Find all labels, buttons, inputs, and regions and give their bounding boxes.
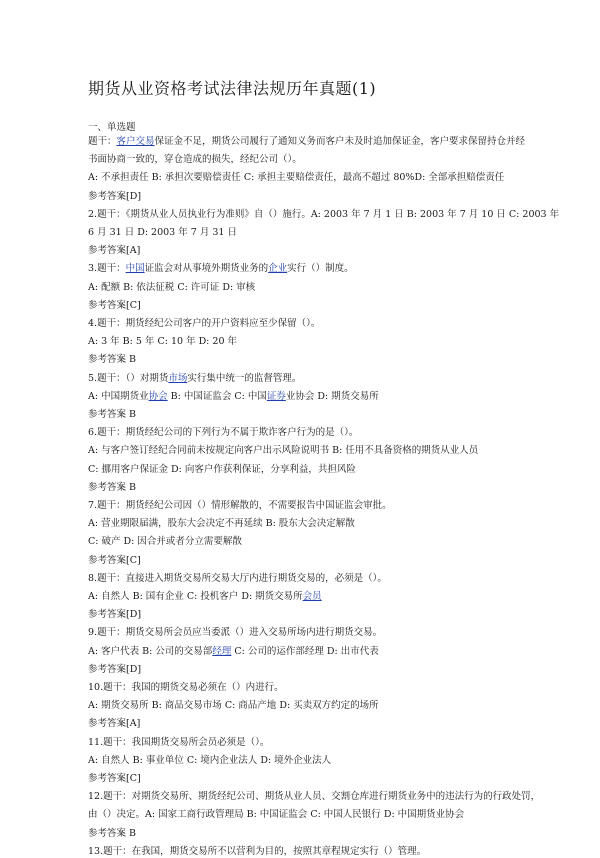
text-line: A: 客户代表 B: 公司的交易部经理 C: 公司的运作部经理 D: 出市代表 [88, 645, 379, 657]
text-line: 5.题干：（）对期货市场实行集中统一的监督管理。 [88, 372, 302, 384]
text-line: 书面协商一致的，穿仓造成的损失，经纪公司（）。 [88, 154, 302, 166]
text-line: 参考答案[C] [88, 299, 141, 311]
hyperlink[interactable]: 客户交易 [116, 136, 155, 147]
text-line: 6 月 31 日 D: 2003 年 7 月 31 日 [88, 227, 237, 238]
text-line: 参考答案 B [88, 827, 137, 839]
text-line: A: 不承担责任 B: 承担次要赔偿责任 C: 承担主要赔偿责任，最高不超过 80%D: 全部承担赔偿责任 [88, 172, 505, 184]
text-line: 参考答案[C] [88, 554, 141, 566]
text-line: 参考答案[C] [88, 773, 141, 784]
page-title: 期货从业资格考试法律法规历年真题(1) [88, 79, 377, 98]
section-heading: 一、单选题 [88, 122, 136, 133]
text-line: A: 配额 B: 依法征税 C: 许可证 D: 审核 [88, 281, 256, 293]
text-line: 4.题干：期货经纪公司客户的开户资料应至少保留（）。 [88, 318, 321, 329]
text-line: 题干：客户交易保证金不足，期货公司履行了通知义务而客户未及时追加保证金，客户要求保留持仓并经 [88, 136, 526, 147]
text-line: 13.题干：在我国，期货交易所不以营利为目的，按照其章程规定实行（）管理。 [88, 845, 427, 857]
text-line: A: 期货交易所 B: 商品交易市场 C: 商品产地 D: 买卖双方约定的场所 [88, 700, 379, 712]
text-line: 参考答案[A] [88, 718, 141, 730]
hyperlink[interactable]: 证券 [266, 390, 286, 402]
text-line: 12.题干：对期货交易所、期货经纪公司、期货从业人员、交割仓库进行期货业务中的违法行为的行政处罚， [88, 791, 541, 803]
text-line: C: 破产 D: 因合并或者分立需要解散 [88, 536, 242, 548]
text-line: 由（）决定。A: 国家工商行政管理局 B: 中国证监会 C: 中国人民银行 D: 中国期货业协会 [88, 809, 465, 821]
text-line: A: 营业期限届满，股东大会决定不再延续 B: 股东大会决定解散 [88, 518, 355, 530]
text-line: 11.题干：我国期货交易所会员必须是（）。 [88, 736, 270, 748]
text-line: 参考答案[D] [88, 609, 142, 621]
hyperlink[interactable]: 市场 [168, 372, 188, 384]
text-line: 参考答案 B [88, 354, 137, 366]
hyperlink[interactable]: 协会 [148, 390, 168, 402]
text-line: A: 自然人 B: 国有企业 C: 投机客户 D: 期货交易所会员 [88, 591, 322, 602]
text-line: 8.题干：直接进入期货交易所交易大厅内进行期货交易的，必须是（）。 [88, 572, 387, 584]
text-line: A: 自然人 B: 事业单位 C: 境内企业法人 D: 境外企业法人 [88, 754, 332, 766]
text-line: 参考答案[D] [88, 190, 142, 202]
hyperlink[interactable]: 经理 [212, 645, 232, 657]
text-line: 参考答案[A] [88, 245, 141, 257]
text-line: 参考答案 B [88, 409, 137, 420]
text-line: C: 挪用客户保证金 D: 向客户作获利保证，分享利益，共担风险 [88, 463, 356, 475]
text-line: 10.题干：我国的期货交易必须在（）内进行。 [88, 682, 284, 693]
text-line: 参考答案[D] [88, 663, 142, 675]
text-line: A: 中国期货业协会 B: 中国证监会 C: 中国证券业协会 D: 期货交易所 [88, 390, 379, 402]
text-line: 2.题干：《期货从业人员执业行为准则》自（）施行。A: 2003 年 7 月 1 日 B: 2003 年 7 月 10 日 C: 2003 年 [88, 208, 560, 220]
text-line: 参考答案 B [88, 481, 137, 493]
text-line: A: 与客户签订经纪合同前未按规定向客户出示风险说明书 B: 任用不具备资格的期货从业人员 [88, 445, 479, 457]
text-line: 3.题干：中国证监会对从事境外期货业务的企业实行（）制度。 [88, 263, 354, 275]
text-line: A: 3 年 B: 5 年 C: 10 年 D: 20 年 [88, 336, 238, 348]
text-line: 9.题干：期货交易所会员应当委派（）进入交易所场内进行期货交易。 [88, 627, 383, 639]
hyperlink[interactable]: 中国 [125, 263, 145, 275]
text-line: 7.题干：期货经纪公司因（）情形解散的，不需要报告中国证监会审批。 [88, 500, 392, 511]
hyperlink[interactable]: 企业 [268, 263, 288, 275]
text-line: 6.题干：期货经纪公司的下列行为不属于欺诈客户行为的是（）。 [88, 427, 359, 439]
hyperlink[interactable]: 会员 [302, 591, 322, 602]
